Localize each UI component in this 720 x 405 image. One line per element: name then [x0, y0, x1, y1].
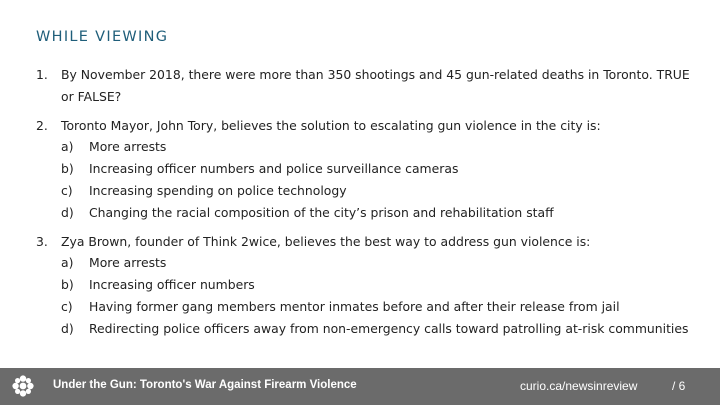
answer-option — [61, 180, 696, 202]
answer-option — [61, 318, 696, 340]
option-letter: d) — [61, 320, 74, 336]
section-heading: WHILE VIEWING — [36, 29, 169, 45]
option-text: Increasing officer numbers and police surveillance cameras — [89, 161, 459, 177]
option-text: Redirecting police officers away from non-emergency calls toward patrolling at-risk communities — [89, 320, 689, 336]
option-letter: b) — [61, 277, 74, 293]
option-letter: c) — [61, 298, 73, 314]
question-number: 2. — [36, 117, 48, 133]
footer-bar — [0, 368, 720, 405]
option-letter: a) — [61, 255, 74, 271]
footer-site-link[interactable]: curio.ca/newsinreview — [520, 379, 638, 393]
question-text: By November 2018, there were more than 350 shootings and 45 gun-related deaths in Toronto. TRUE or FALSE? — [61, 67, 690, 104]
question-number: 3. — [36, 233, 48, 249]
option-text: Increasing officer numbers — [89, 277, 255, 293]
option-text: Having former gang members mentor inmates before and after their release from jail — [89, 298, 620, 314]
option-text: More arrests — [89, 139, 167, 155]
cbc-gem-logo-icon — [12, 375, 34, 397]
answer-option — [61, 158, 696, 180]
option-text: Changing the racial composition of the city’s prison and rehabilitation staff — [89, 204, 554, 220]
question-text: Toronto Mayor, John Tory, believes the solution to escalating gun violence in the city is: — [61, 117, 601, 133]
answer-option — [61, 202, 696, 224]
question-2 — [36, 115, 696, 224]
footer-title: Under the Gun: Toronto's War Against Firearm Violence — [53, 379, 357, 391]
option-letter: c) — [61, 182, 73, 198]
option-letter: b) — [61, 161, 74, 177]
question-number: 1. — [36, 67, 48, 82]
answer-option — [61, 274, 696, 296]
question-list — [36, 64, 696, 340]
option-letter: a) — [61, 139, 74, 155]
answer-option — [61, 296, 696, 318]
option-text: More arrests — [89, 255, 167, 271]
answer-option — [61, 136, 696, 158]
answer-option — [61, 252, 696, 274]
page-number: / 6 — [672, 379, 686, 393]
question-text: Zya Brown, founder of Think 2wice, believes the best way to address gun violence is: — [61, 233, 591, 249]
option-text: Increasing spending on police technology — [89, 182, 347, 198]
question-3 — [36, 231, 696, 340]
question-1 — [36, 64, 696, 108]
option-letter: d) — [61, 204, 74, 220]
